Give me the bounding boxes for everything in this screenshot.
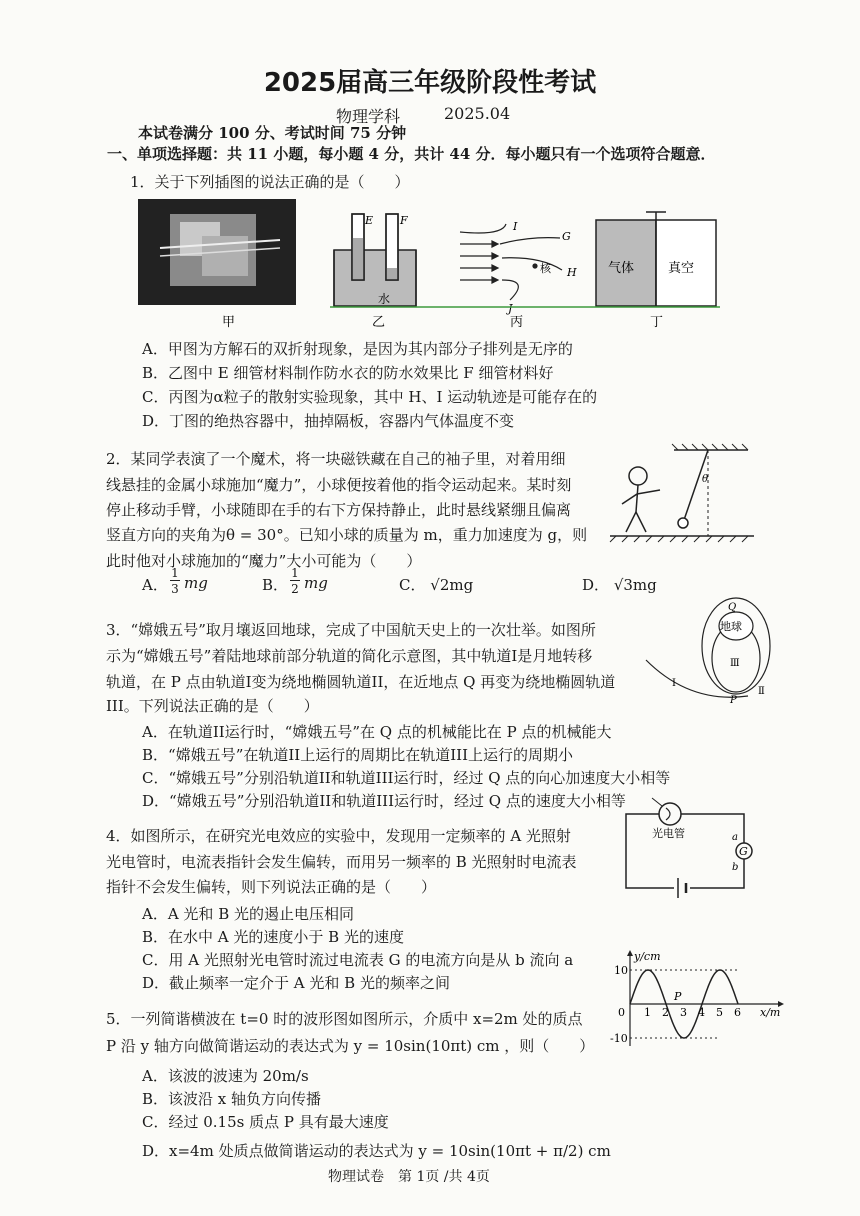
section-heading: 一、单项选择题：共 11 小题，每小题 4 分，共计 44 分．每小题只有一个选项符合题意．: [107, 145, 716, 163]
q4-line-2: 光电管时，电流表指针会发生偏转，而用另一频率的 B 光照射时电流表: [106, 853, 577, 871]
caption-yi: 乙: [372, 315, 386, 330]
label-b: b: [732, 862, 739, 873]
svg-text:5: 5: [716, 1006, 723, 1019]
exam-info: 本试卷满分 100 分、考试时间 75 分钟: [138, 124, 407, 142]
q3-option-b: B．“嫦娥五号”在轨道II上运行的周期比在轨道III上运行的周期小: [142, 746, 573, 764]
label-tube: 光电管: [652, 827, 685, 840]
q3-line-3: 轨道，在 P 点由轨道I变为绕地椭圆轨道II，在近地点 Q 再变为绕地椭圆轨道: [106, 673, 616, 691]
q1-option-c: C．丙图为α粒子的散射实验现象，其中 H、I 运动轨迹是可能存在的: [142, 388, 598, 406]
point-P-label: P: [674, 990, 682, 1003]
label-J: J: [508, 302, 513, 315]
ytick-neg10: -10: [610, 1032, 628, 1045]
x-ticks: [644, 1006, 741, 1019]
exam-title: 2025届高三年级阶段性考试: [263, 68, 597, 98]
q4-option-b: B．在水中 A 光的速度小于 B 光的速度: [142, 928, 404, 946]
q3-line-4: III。下列说法正确的是（ ）: [106, 697, 319, 715]
q3-option-d: D．“嫦娥五号”分别沿轨道II和轨道III运行时，经过 Q 点的速度大小相等: [142, 792, 626, 810]
q1-option-b: B．乙图中 E 细管材料制作防水衣的防水效果比 F 细管材料好: [142, 364, 554, 382]
svg-text:3: 3: [680, 1006, 687, 1019]
q3-option-c: C．“嫦娥五号”分别沿轨道II和轨道III运行时，经过 Q 点的向心加速度大小相等: [142, 769, 671, 787]
caption-bing: 丙: [510, 315, 524, 330]
q5-option-a: A．该波的波速为 20m/s: [142, 1067, 309, 1085]
calcite-photo: [138, 199, 296, 305]
q2-option-c: C． √2mg: [399, 576, 474, 594]
x-axis-label: x/m: [760, 1006, 781, 1019]
label-III: Ⅲ: [730, 658, 740, 669]
label-earth: 地球: [720, 620, 742, 633]
q3-line-1: 3．“嫦娥五号”取月壤返回地球，完成了中国航天史上的一次壮举。如图所: [106, 621, 596, 639]
q1-figures: [130, 196, 695, 332]
q2-line-2: 线悬挂的金属小球施加“魔力”，小球便按着他的指令运动起来。某时刻: [106, 476, 572, 494]
q3-orbit-figure: [640, 594, 780, 710]
label-II: Ⅱ: [758, 686, 765, 697]
label-a: a: [732, 832, 738, 843]
q1-option-a: A．甲图为方解石的双折射现象，是因为其内部分子排列是无序的: [142, 340, 573, 358]
label-gas: 气体: [608, 261, 635, 276]
page-footer: 物理试卷 第 1页 /共 4页: [328, 1169, 490, 1185]
origin-label: 0: [618, 1006, 625, 1019]
label-nucleus: 核: [540, 262, 551, 275]
q3-line-2: 示为“嫦娥五号”着陆地球前部分轨道的简化示意图，其中轨道I是月地转移: [106, 647, 593, 665]
date: 2025.04: [444, 104, 511, 123]
q5-wave-graph: [610, 950, 786, 1050]
svg-text:2: 2: [662, 1006, 669, 1019]
q4-option-d: D．截止频率一定介于 A 光和 B 光的频率之间: [142, 974, 450, 992]
label-water: 水: [378, 292, 391, 306]
ytick-10: 10: [614, 964, 628, 977]
label-G: G: [562, 230, 571, 243]
subject: 物理学科: [336, 107, 401, 126]
label-F: F: [400, 214, 408, 227]
caption-ding: 丁: [650, 315, 664, 330]
q2-line-4: 竖直方向的夹角为θ = 30°。已知小球的质量为 m，重力加速度为 g，则: [106, 526, 588, 544]
label-P: P: [730, 695, 737, 706]
label-I: I: [672, 678, 676, 689]
q2-line-1: 2．某同学表演了一个魔术，将一块磁铁藏在自己的袖子里，对着用细: [106, 450, 566, 468]
q2-option-d: D． √3mg: [582, 576, 657, 594]
label-Q: Q: [728, 602, 737, 613]
label-vacuum: 真空: [668, 261, 695, 276]
q1-option-d: D．丁图的绝热容器中，抽掉隔板，容器内气体温度不变: [142, 412, 515, 430]
q5-option-d: D．x=4m 处质点做简谐运动的表达式为 y = 10sin(10πt + π/2) cm: [142, 1142, 611, 1160]
q1-stem: 1．关于下列插图的说法正确的是（ ）: [130, 173, 410, 191]
q5-line-1: 5．一列简谐横波在 t=0 时的波形图如图所示，介质中 x=2m 处的质点: [106, 1010, 583, 1028]
q5-option-b: B．该波沿 x 轴负方向传播: [142, 1090, 322, 1108]
capillary-figure: [334, 214, 416, 306]
ball: [678, 518, 688, 528]
svg-text:6: 6: [734, 1006, 741, 1019]
q5-option-c: C．经过 0.15s 质点 P 具有最大速度: [142, 1113, 389, 1131]
q2-line-5: 此时他对小球施加的“魔力”大小可能为（ ）: [106, 552, 422, 570]
caption-jia: 甲: [222, 315, 236, 330]
q5-line-2: P 沿 y 轴方向做简谐运动的表达式为 y = 10sin(10πt) cm ，则（ ）: [106, 1037, 595, 1055]
label-I: I: [513, 220, 518, 233]
svg-text:4: 4: [698, 1006, 705, 1019]
label-H: H: [567, 266, 577, 279]
svg-text:1: 1: [644, 1006, 651, 1019]
stick-figure: [622, 467, 660, 532]
q2-figure: [608, 440, 758, 550]
q2-line-3: 停止移动手臂，小球随即在手的右下方保持静止，此时悬线紧绷且偏离: [106, 501, 572, 519]
q4-line-1: 4．如图所示，在研究光电效应的实验中，发现用一定频率的 A 光照射: [106, 827, 571, 845]
y-axis-label: y/cm: [634, 950, 661, 963]
q4-option-a: A．A 光和 B 光的遏止电压相同: [142, 905, 354, 923]
theta-label: θ: [702, 474, 709, 485]
q4-line-3: 指针不会发生偏转，则下列说法正确的是（ ）: [106, 878, 437, 896]
q4-option-c: C．用 A 光照射光电管时流过电流表 G 的电流方向是从 b 流向 a: [142, 951, 574, 969]
label-G: G: [739, 845, 748, 858]
q3-option-a: A．在轨道II运行时，“嫦娥五号”在 Q 点的机械能比在 P 点的机械能大: [142, 723, 612, 741]
label-E: E: [365, 214, 374, 227]
q4-circuit-figure: [612, 792, 762, 898]
adiabatic-container-figure: [596, 212, 716, 306]
